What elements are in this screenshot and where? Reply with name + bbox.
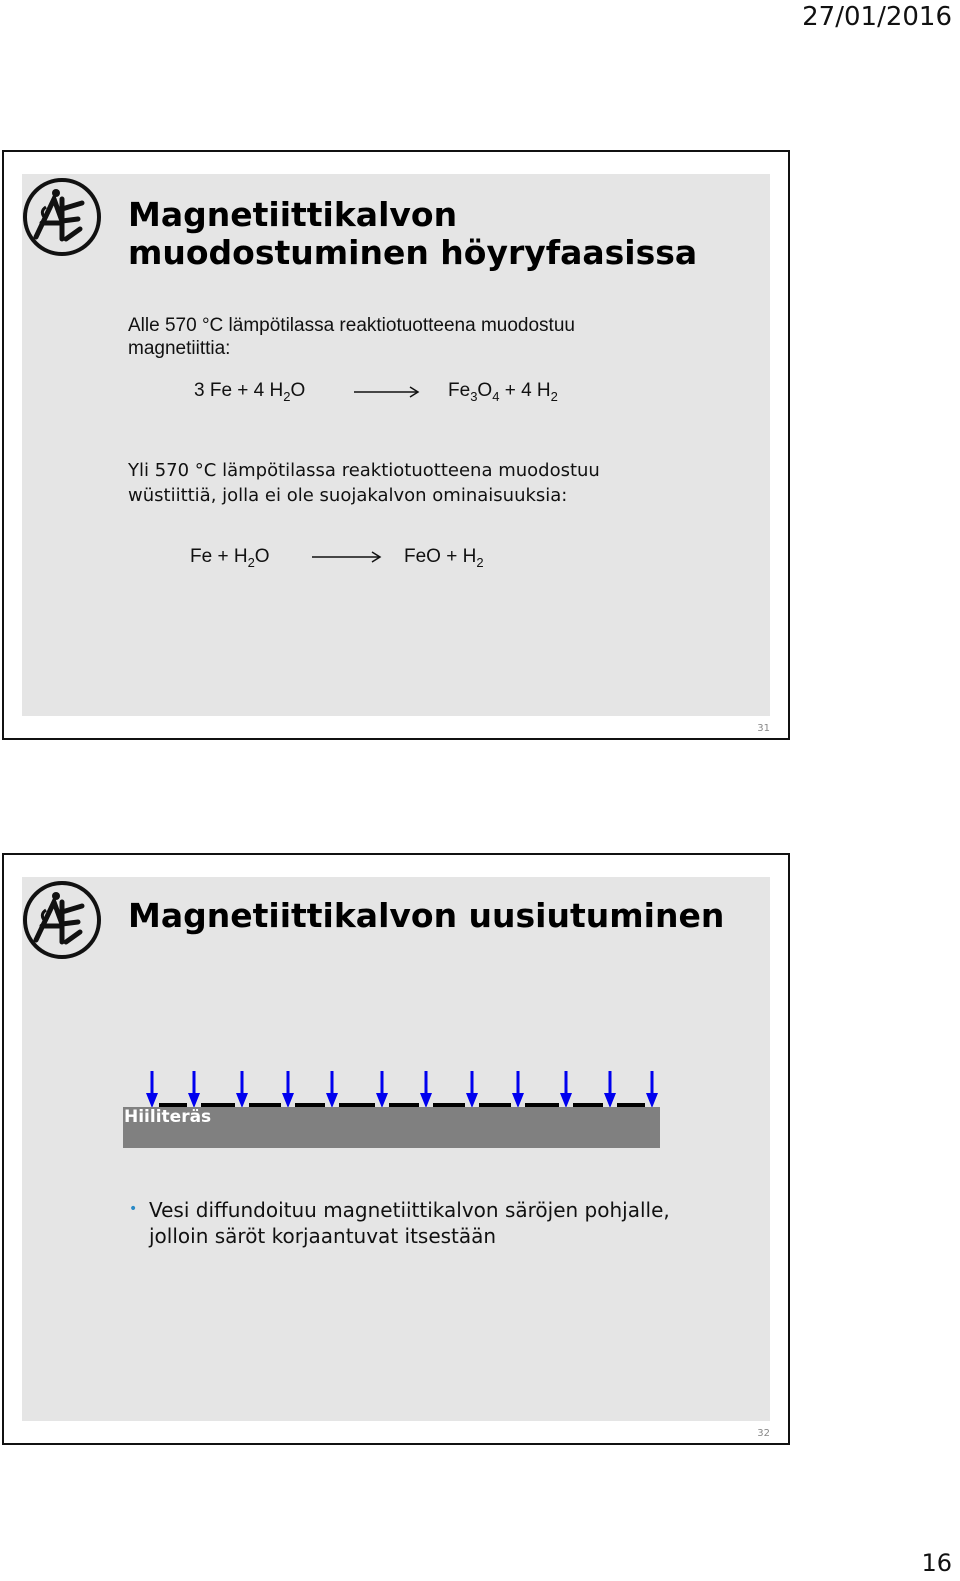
- eq-subscript: 2: [476, 554, 484, 570]
- equation-wustite-lhs: [190, 546, 270, 570]
- eq-text: Fe + H: [190, 546, 248, 567]
- water-arrow-icon: [236, 1071, 248, 1108]
- steel-label: Hiiliteräs: [124, 1107, 212, 1127]
- eq-text: O: [477, 380, 493, 401]
- paragraph-line: Yli 570 °C lämpötilassa reaktiotuotteena muodostuu: [128, 460, 600, 481]
- water-arrow-icon: [282, 1071, 294, 1108]
- eq-text: FeO + H: [404, 546, 477, 567]
- eq-text: O: [290, 380, 306, 401]
- water-arrow-icon: [146, 1071, 158, 1108]
- water-arrow-icon: [326, 1071, 338, 1108]
- water-arrow-icon: [512, 1071, 524, 1108]
- water-arrow-icon: [560, 1071, 572, 1108]
- paragraph-below-570: [128, 314, 575, 360]
- slide-title-line1: Magnetiittikalvon: [128, 195, 458, 234]
- eq-subscript: 2: [247, 554, 255, 570]
- slide-31: [2, 150, 790, 740]
- bullet-item: [149, 1197, 729, 1249]
- slide-32: [2, 853, 790, 1445]
- paragraph-line: Alle 570 °C lämpötilassa reaktiotuotteena muodostuu: [128, 315, 575, 336]
- logo-icon: [22, 177, 102, 257]
- equation-magnetite-rhs: [448, 380, 558, 404]
- reaction-arrow-icon: [312, 550, 382, 564]
- paragraph-line: wüstiittiä, jolla ei ole suojakalvon ominaisuuksia:: [128, 485, 568, 506]
- slide-title: Magnetiittikalvon uusiutuminen: [128, 896, 725, 935]
- bullet-icon: •: [129, 1201, 138, 1217]
- water-arrow-icon: [376, 1071, 388, 1108]
- bullet-line: jolloin säröt korjaantuvat itsestään: [149, 1224, 497, 1248]
- reaction-arrow-icon: [354, 385, 420, 399]
- paragraph-above-570: [128, 458, 600, 508]
- slide-background: [22, 877, 770, 1421]
- bullet-line: Vesi diffundoituu magnetiittikalvon säröjen pohjalle,: [149, 1198, 670, 1222]
- water-arrow-icon: [646, 1071, 658, 1108]
- diffusion-diagram: [134, 1069, 674, 1109]
- logo-icon: [22, 880, 102, 960]
- slide-title: [128, 196, 697, 272]
- eq-text: + 4 H: [499, 380, 551, 401]
- eq-subscript: 2: [550, 388, 558, 404]
- paragraph-line: magnetiittia:: [128, 338, 231, 359]
- water-arrow-icon: [420, 1071, 432, 1108]
- slide-number: 31: [757, 723, 770, 734]
- eq-subscript: 3: [470, 388, 478, 404]
- eq-subscript: 4: [492, 388, 500, 404]
- water-arrow-icon: [604, 1071, 616, 1108]
- document-date: 27/01/2016: [802, 2, 952, 32]
- equation-magnetite-lhs: [194, 380, 305, 404]
- water-arrow-icon: [466, 1071, 478, 1108]
- eq-subscript: 2: [283, 388, 291, 404]
- eq-text: O: [254, 546, 270, 567]
- eq-text: Fe: [448, 380, 471, 401]
- water-arrow-icon: [188, 1071, 200, 1108]
- page-number: 16: [921, 1549, 952, 1577]
- slide-title-line2: muodostuminen höyryfaasissa: [128, 233, 698, 272]
- carbon-steel-block: [123, 1107, 660, 1148]
- equation-wustite-rhs: [404, 546, 484, 570]
- slide-number: 32: [757, 1428, 770, 1439]
- eq-text: 3 Fe + 4 H: [194, 380, 284, 401]
